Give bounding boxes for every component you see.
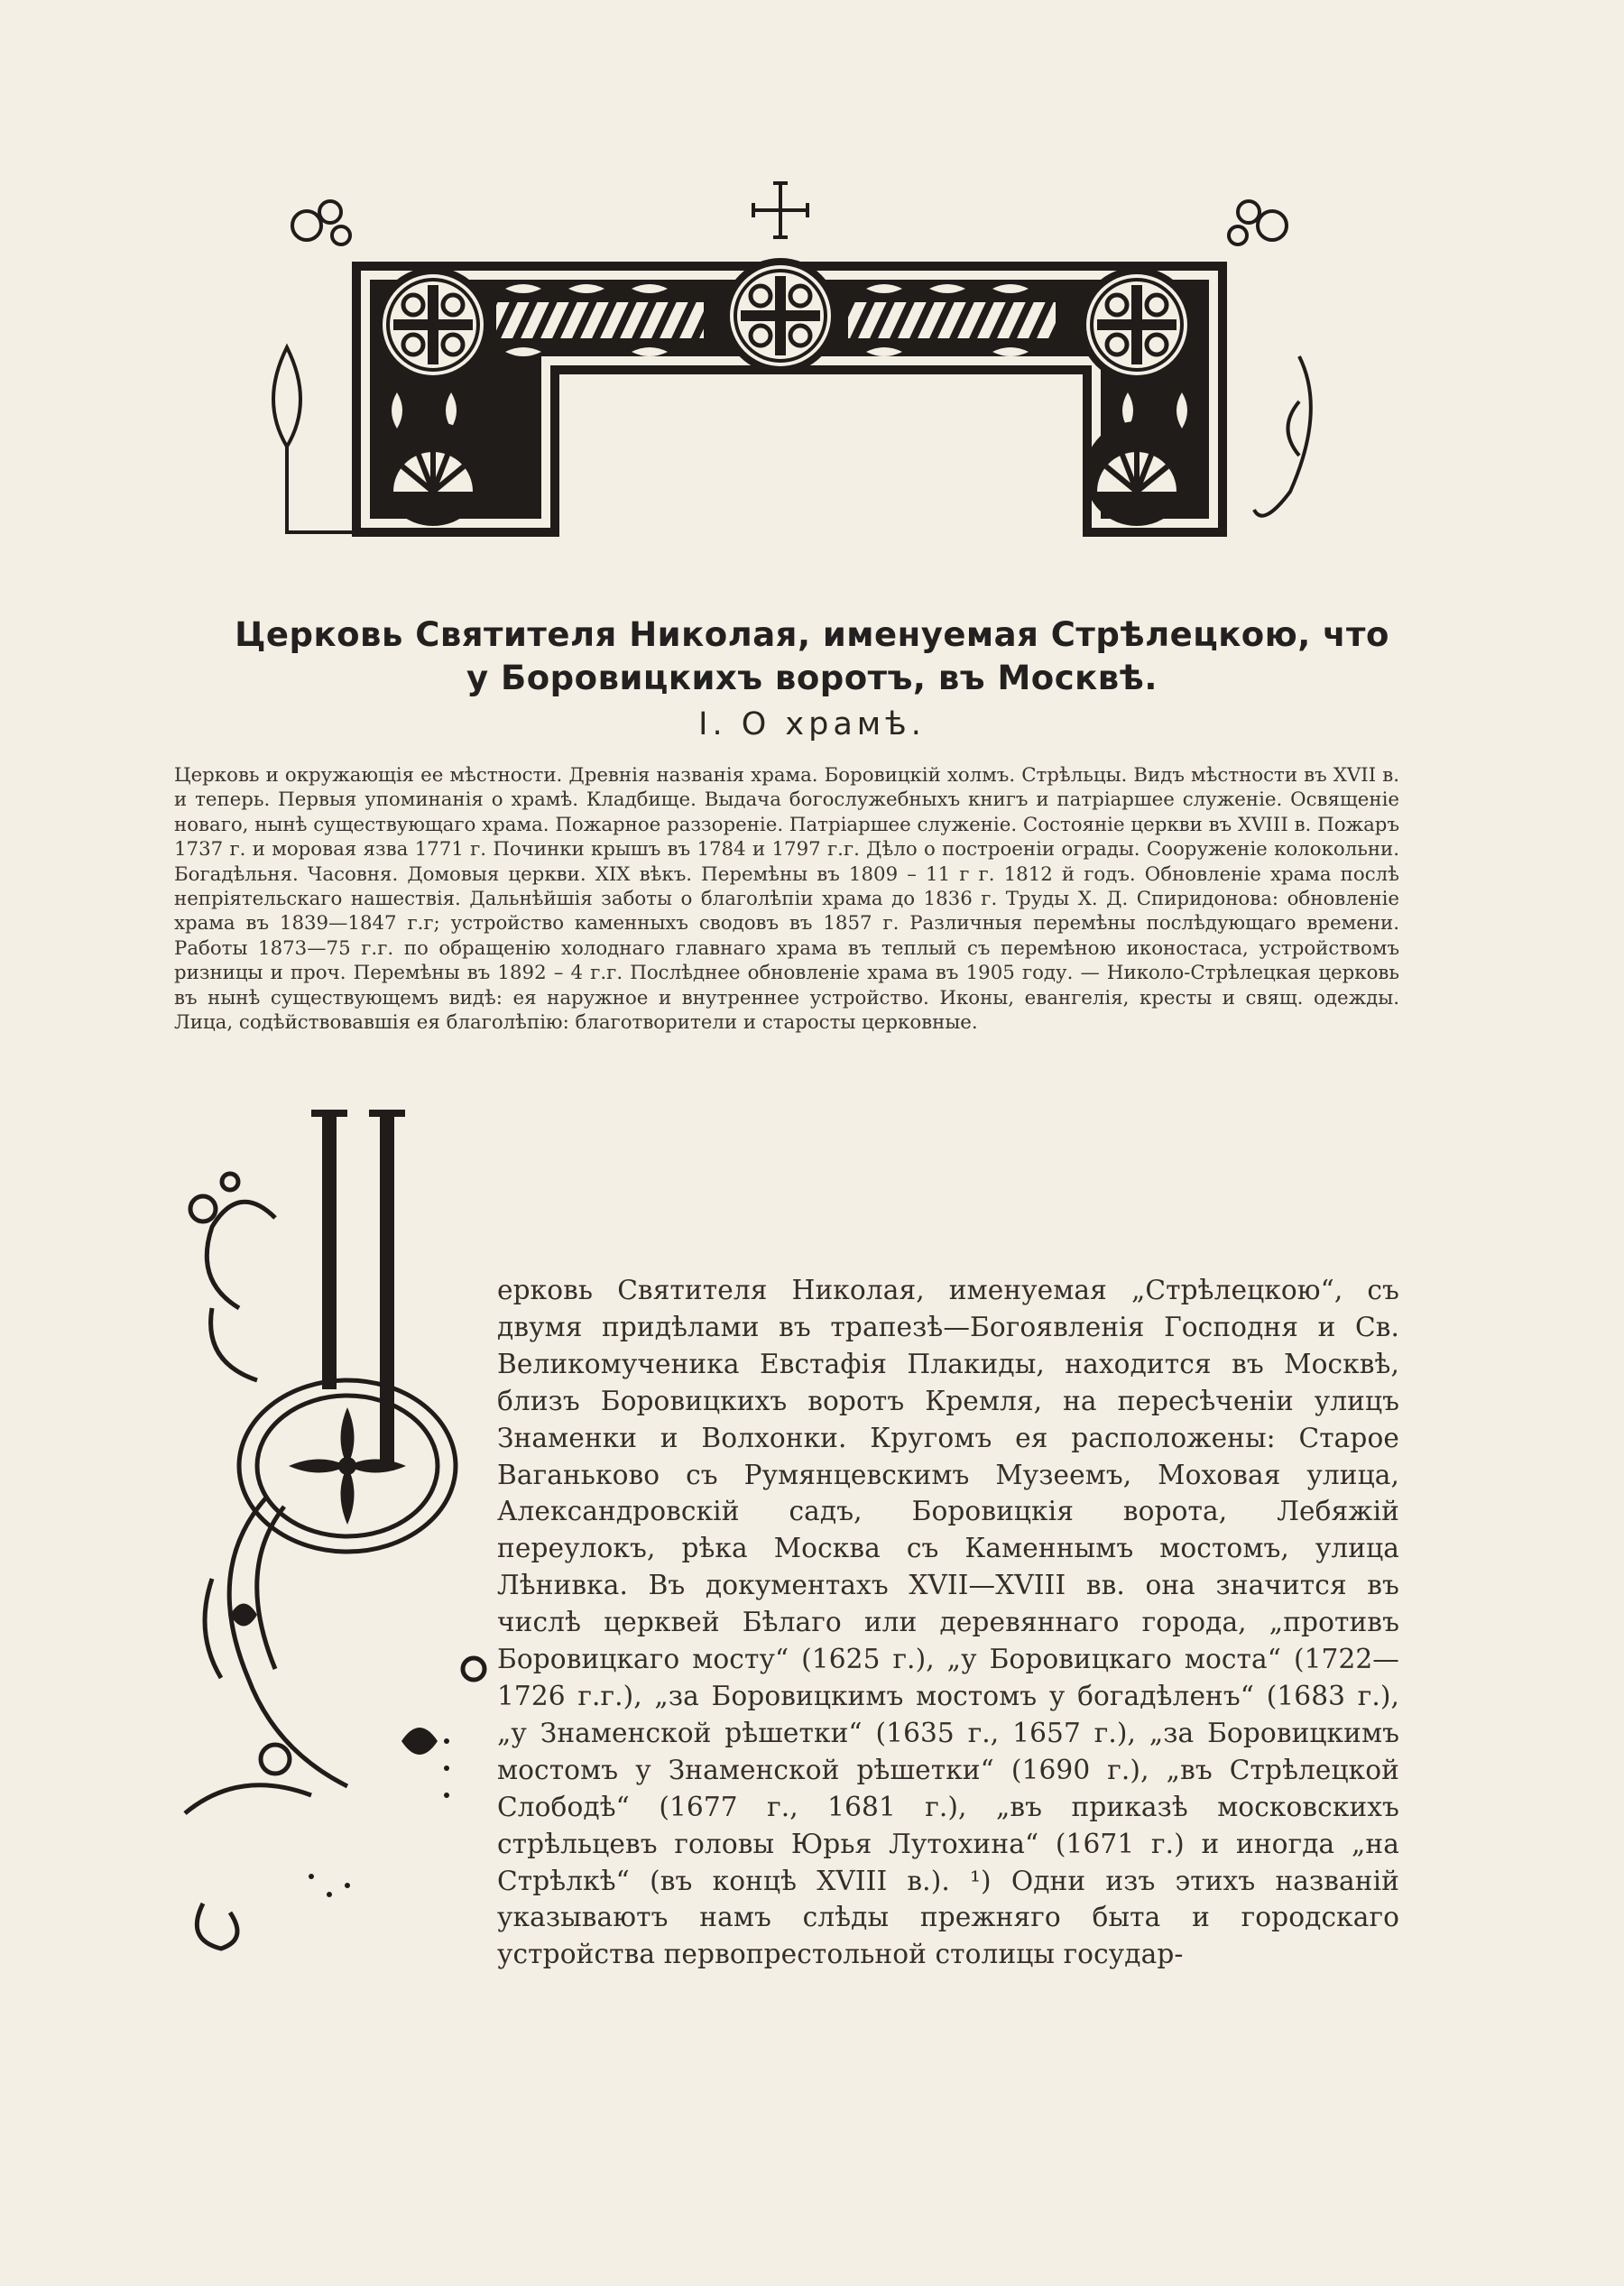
chapter-summary: Церковь и окружающія ее мѣстности. Древнія названія храма. Боровицкій холмъ. Стрѣльцы. Видъ мѣстности въ XVII в. и теперь. Первыя упоминанія о храмѣ. Кладбище. Выдача богослужебныхъ книгъ и патріаршее служеніе. Освященіе новаго, нынѣ существующаго храма. Пожарное раззореніе. Патріаршее служеніе. Состояніе церкви въ XVIII в. Пожаръ 1737 г. и моровая язва 1771 г. Починки крышъ въ 1784 и 1797 г.г. Дѣло о построеніи ограды. Сооруженіе колокольни. Богадѣльня. Часовня. Домовыя церкви. XIX вѣкъ. Перемѣны въ 1809 – 11 г г. 1812 й годъ. Обновленіе храма послѣ непріятельскаго нашествія. Дальнѣйшія заботы о благолѣпіи храма до 1836 г. Труды Х. Д. Спиридонова: обновленіе храма въ 1839—1847 г.г; устройство каменныхъ сводовъ въ 1857 г. Различныя перемѣны послѣдующаго времени. Работы 1873—75 г.г. по обращенію холоднаго главнаго храма въ теплый съ перемѣною иконостаса, устройствомъ ризницы и проч. Перемѣны въ 1892 – 4 г.г. Послѣднее обновленіе храма въ 1905 году. — Николо-Стрѣлецкая церковь въ нынѣ существующемъ видѣ: ея наружное и внутреннее устройство. Иконы, евангелія, кресты и свящ. одежды. Лица, содѣйствовавшія ея благолѣпію: благотворители и старосты церковные. — [174, 764, 1399, 1035]
section-heading: I. О храмѣ. — [698, 706, 926, 742]
page-title-line-2: у Боровицкихъ воротъ, въ Москвѣ. — [466, 659, 1158, 697]
ornamental-headpiece — [271, 176, 1335, 564]
page-title: Церковь Святителя Николая, именуемая Стрѣлецкою, что — [235, 615, 1389, 654]
body-paragraph: ерковь Святителя Николая, именуемая „Стрѣлецкою“, съ двумя придѣлами въ трапезѣ—Богоявленія Господня и Св. Великомученика Евстафія Плакиды, находится въ Москвѣ, близъ Боровицкихъ воротъ Кремля, на пересѣченіи улицъ Знаменки и Волхонки. Кругомъ ея расположены: Старое Ваганьково съ Румянцевскимъ Музеемъ, Моховая улица, Александровскій садъ, Боровицкія ворота, Лебяжій переулокъ, рѣка Москва съ Каменнымъ мостомъ, улица Лѣнивка. Въ документахъ XVII—XVIII вв. она значится въ числѣ церквей Бѣлаго или деревяннаго города, „противъ Боровицкаго мосту“ (1625 г.), „у Боровицкаго моста“ (1722—1726 г.г.), „за Боровицкимъ мостомъ у богадѣленъ“ (1683 г.), „у Знаменской рѣшетки“ (1635 г., 1657 г.), „за Боровицкимъ мостомъ у Знаменской рѣшетки“ (1690 г.), „въ Стрѣлецкой Слободѣ“ (1677 г., 1681 г.), „въ приказѣ московскихъ стрѣльцевъ головы Юрья Лутохина“ (1671 г.) и иногда „на Стрѣлкѣ“ (въ концѣ XVIII в.). ¹) Одни изъ этихъ названій указываютъ намъ слѣды прежняго быта и городскаго устройства первопрестольной столицы государ- — [497, 1275, 1399, 1970]
decorative-initial-letter — [176, 1110, 487, 1967]
